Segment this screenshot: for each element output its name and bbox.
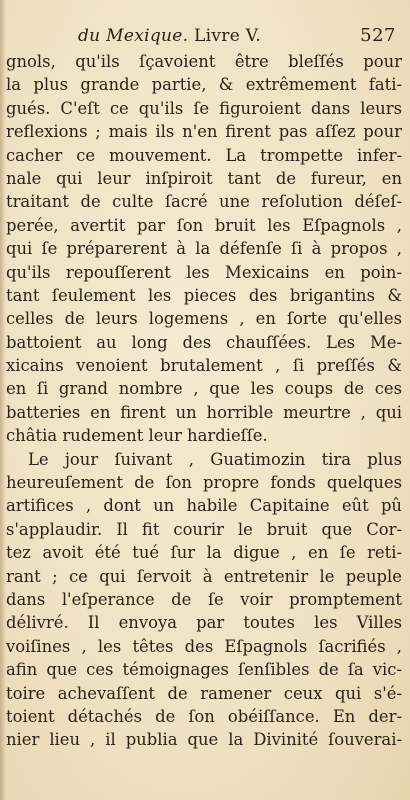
text-line: batteries en firent un horrible meurtre , qui — [6, 402, 402, 422]
text-line: perée, avertit par ſon bruit les Eſpagnols , — [6, 215, 402, 235]
text-line: toient détachés de ſon obéiſſance. En der- — [6, 706, 402, 726]
text-line: gnols, qu'ils ſçavoient être bleſſés pour — [6, 52, 402, 71]
text-line: en ſi grand nombre , que les coups de ces — [6, 379, 402, 399]
text-line: cacher ce mouvement. La trompette infer- — [6, 145, 402, 165]
text-line: traitant de culte ſacré une reſolution déſeſ- — [6, 192, 402, 212]
text-line: xicains venoient brutalement , ſi preſſés & — [6, 356, 402, 376]
text-line: toire achevaſſent de ramener ceux qui s'é- — [6, 683, 402, 703]
text-line: celles de leurs logemens , en ſorte qu'elles — [6, 309, 402, 329]
text-line: reflexions ; mais ils n'en firent pas aſſez pour — [6, 122, 402, 142]
paragraph-start-line: Le jour ſuivant , Guatimozin tira plus — [28, 449, 402, 469]
text-line: qu'ils repouſſerent les Mexicains en poin- — [6, 262, 402, 282]
page-number: 527 — [360, 25, 396, 46]
text-line: heureuſement de ſon propre fonds quelques — [6, 473, 402, 493]
text-line: gués. C'eſt ce qu'ils ſe figuroient dans leurs — [6, 98, 402, 118]
text-line: nale qui leur inſpiroit tant de fureur, en — [6, 168, 402, 188]
text-line: qui ſe préparerent à la défenſe ſi à propos , — [6, 239, 402, 259]
text-line: rant ; ce qui ſervoit à entretenir le peuple — [6, 566, 402, 586]
text-line: dans l'eſperance de ſe voir promptement — [6, 589, 402, 609]
body-text — [6, 50, 402, 752]
text-line: nier lieu , il publia que la Divinité ſouverai- — [6, 730, 402, 750]
paragraph-end-line: châtia rudement leur hardieſſe. — [6, 426, 268, 446]
text-line: tant ſeulement les pieces des brigantins & — [6, 285, 402, 305]
text-line: délivré. Il envoya par toutes les Villes — [6, 613, 402, 633]
text-line: s'applaudir. Il fit courir le bruit que Cor- — [6, 519, 402, 539]
text-line: battoient au long des chauſſées. Les Me- — [6, 332, 402, 352]
running-head — [78, 22, 396, 50]
text-line: afin que ces témoignages ſenſibles de ſa vic- — [6, 660, 402, 680]
text-line: tez avoit été tué ſur la digue , en ſe reti- — [6, 543, 402, 563]
text-line: artifices , dont un habile Capitaine eût pû — [6, 496, 402, 516]
running-title: du Mexique. Livre V. — [78, 26, 262, 46]
text-line: voiſines , les têtes des Eſpagnols ſacrifiés , — [6, 636, 402, 656]
text-line: la plus grande partie, & extrêmement fati- — [6, 75, 402, 95]
